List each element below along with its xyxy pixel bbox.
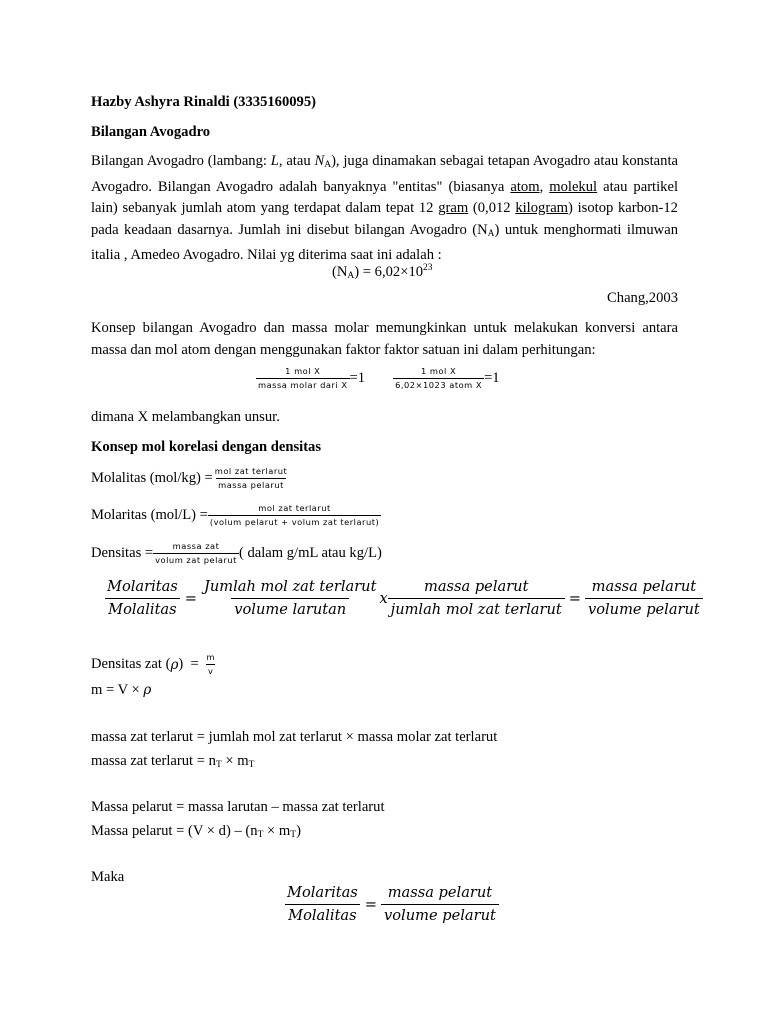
section-title-densitas: Konsep mol korelasi dengan densitas — [91, 439, 322, 455]
link-kilogram[interactable]: kilogram — [515, 200, 569, 216]
conversion-factors: $\frac{\text{1 mol X}}{\text{massa molar dari X}}$ =1 $\frac{\text{1 mol X}}{\text{6,02×1023 atom X}}$ =1 — [258, 366, 500, 390]
molalitas-formula: Molalitas (mol/kg) = $\frac{\text{mol zat terlarut}}{\text{massa pelarut}}$ — [91, 466, 288, 490]
link-molekul[interactable]: molekul — [549, 178, 598, 195]
factor-molar-mass: $\frac{\text{1 mol X}}{\text{massa molar dari X}}$ — [258, 366, 348, 390]
avogadro-constant: $(N_A) = 6,02\times 10^{23}$ — [332, 263, 433, 281]
intro-paragraph: Bilangan Avogadro (lambang: L, atau $N_A$), juga dinamakan sebagai tetapan Avogadro atau konstanta Avogadro. Bilangan Avogadro adalah banyaknya "entitas" (biasanya atom, molekul atau partikel lain) sebanyak jumlah atom yang terdapat dalam tepat 12 gram (0,012 kilogram) isotop karbon-12 pada keadaan dasarnya. Jumlah ini disebut bilangan Avogadro $(N_A)$ untuk menghormati ilmuwan italia , Amedeo Avogadro. Nilai yg diterima saat ini adalah : — [91, 153, 678, 263]
densitas-formula: Densitas = $\frac{\text{massa zat}}{\text{volum zat pelarut}}$ ( dalam g/mL atau kg/L) — [91, 541, 382, 565]
massa-zat-line1: massa zat terlarut = jumlah mol zat terlarut × massa molar zat terlarut — [91, 729, 498, 745]
molaritas-formula: Molaritas (mol/L) = $\frac{\text{mol zat terlarut}}{\text{(volum pelarut + volum zat terlarut)}}$ — [91, 503, 380, 527]
massa-pelarut-line1: Massa pelarut = massa larutan – massa zat terlarut — [91, 799, 385, 815]
where-note: dimana X melambangkan unsur. — [91, 409, 280, 425]
massa-pelarut-line2: Massa pelarut = $(V \times d) - (n_T \times m_T)$ — [91, 823, 301, 840]
molaritas-molalitas-ratio: $\frac{\text{Molaritas}}{\text{Molalitas}}$ = $\frac{\text{Jumlah mol zat terlarut}}{\text{volume larutan}}$ x $\frac{\text{massa pelarut}}{\text{jumlah mol zat terlarut}}$ = $\frac{\text{massa pelarut}}{\text{volume pelarut}}$ — [104, 578, 703, 619]
massa-zat-line2: massa zat terlarut = $n_T \times m_T$ — [91, 753, 255, 770]
concept-paragraph: Konsep bilangan Avogadro dan massa molar memungkinkan untuk melakukan konversi antara massa dan mol atom dengan menggunakan faktor faktor satuan ini dalam perhitungan: — [91, 320, 678, 358]
final-ratio-equation: $\frac{\text{Molaritas}}{\text{Molalitas}}$ = $\frac{\text{massa pelarut}}{\text{volume pelarut}}$ — [284, 884, 499, 925]
citation: Chang,2003 — [607, 290, 678, 306]
author-heading: Hazby Ashyra Rinaldi (3335160095) — [91, 94, 317, 110]
link-gram[interactable]: gram — [438, 200, 469, 216]
maka-label: Maka — [91, 869, 125, 885]
mass-volume-formula: m = V × ρ — [91, 682, 152, 698]
section-title-avogadro: Bilangan Avogadro — [91, 124, 211, 140]
densitas-zat-formula: Densitas zat ( ρ ) = $\frac{m}{v}$ — [91, 652, 216, 676]
link-atom[interactable]: atom — [510, 178, 540, 195]
factor-avogadro: $\frac{\text{1 mol X}}{\text{6,02×1023 atom X}}$ — [395, 366, 483, 390]
